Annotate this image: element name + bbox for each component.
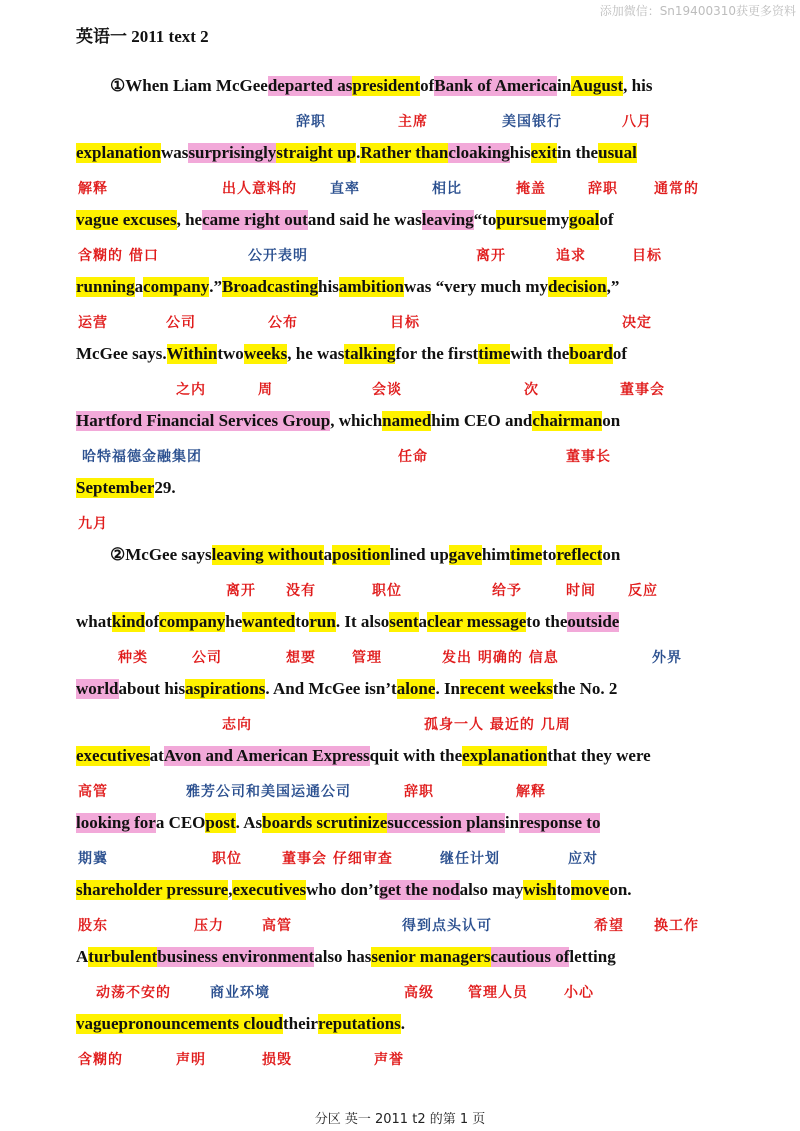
chinese-annotation: 高管 xyxy=(78,784,108,800)
highlighted-phrase: succession plans xyxy=(387,813,505,832)
chinese-annotation: 雅芳公司和美国运通公司 xyxy=(186,784,351,800)
highlighted-phrase: Rather than xyxy=(360,143,449,162)
chinese-annotation: 辞职 xyxy=(296,114,326,130)
passage-text: who don’t xyxy=(306,880,380,899)
passage-text: of xyxy=(612,344,627,363)
passage-text: on. xyxy=(609,880,632,899)
chinese-annotation: 九月 xyxy=(78,516,108,532)
chinese-annotation: 辞职 xyxy=(404,784,434,800)
highlighted-phrase: wanted xyxy=(242,612,296,631)
passage-text: quit with the xyxy=(369,746,463,765)
highlighted-phrase: ambition xyxy=(338,277,404,296)
chinese-annotation: 没有 xyxy=(286,583,316,599)
highlighted-phrase: chairman xyxy=(532,411,603,430)
highlighted-phrase: came right out xyxy=(202,210,308,229)
passage-text: . xyxy=(356,143,361,162)
highlighted-phrase: Hartford Financial Services Group xyxy=(76,411,331,430)
chinese-annotation: 决定 xyxy=(622,315,652,331)
highlighted-phrase: world xyxy=(76,679,119,698)
highlighted-phrase: wish xyxy=(523,880,557,899)
highlighted-phrase: time xyxy=(478,344,511,363)
passage-text: A xyxy=(76,947,89,966)
passage-text: , his xyxy=(623,76,653,95)
passage-text: about his xyxy=(118,679,186,698)
highlighted-phrase: talking xyxy=(344,344,396,363)
chinese-annotation: 职位 xyxy=(372,583,402,599)
watermark-text: 添加微信：Sn19400310获更多资料 xyxy=(599,4,796,18)
highlighted-phrase: get the nod xyxy=(379,880,460,899)
passage-line xyxy=(76,411,740,431)
passage-text: to the xyxy=(526,612,568,631)
chinese-annotation: 解释 xyxy=(516,784,546,800)
highlighted-phrase: business environment xyxy=(157,947,315,966)
passage-text: in xyxy=(504,813,520,832)
passage-text: a xyxy=(418,612,427,631)
passage-text: was xyxy=(161,143,189,162)
passage-text: letting xyxy=(569,947,616,966)
chinese-annotation: 公司 xyxy=(192,650,222,666)
chinese-annotation: 主席 xyxy=(398,114,428,130)
passage-text: .” xyxy=(209,277,222,296)
passage-text: him CEO and xyxy=(431,411,533,430)
chinese-annotation: 损毁 xyxy=(262,1052,292,1068)
passage-text: my xyxy=(546,210,570,229)
highlighted-phrase: board xyxy=(569,344,613,363)
highlighted-phrase: Within xyxy=(166,344,218,363)
chinese-annotation: 八月 xyxy=(622,114,652,130)
highlighted-phrase: sent xyxy=(389,612,419,631)
highlighted-phrase: reputations xyxy=(317,1014,401,1033)
passage-text: . It also xyxy=(335,612,390,631)
highlighted-phrase: shareholder pressure xyxy=(76,880,229,899)
highlighted-phrase: clear message xyxy=(427,612,527,631)
highlighted-phrase: executives xyxy=(232,880,307,899)
chinese-annotation: 志向 xyxy=(222,717,252,733)
highlighted-phrase: boards scrutinize xyxy=(262,813,388,832)
chinese-annotation: 公司 xyxy=(166,315,196,331)
highlighted-phrase: Avon and American Express xyxy=(163,746,370,765)
passage-text: to xyxy=(542,545,557,564)
passage-text: that they were xyxy=(547,746,651,765)
passage-text: , he was xyxy=(287,344,345,363)
highlighted-phrase: time xyxy=(510,545,543,564)
highlighted-phrase: turbulent xyxy=(88,947,158,966)
chinese-annotation: 换工作 xyxy=(654,918,699,934)
highlighted-phrase: run xyxy=(309,612,336,631)
chinese-annotation: 次 xyxy=(524,382,539,398)
highlighted-phrase: September xyxy=(76,478,155,497)
chinese-annotation: 管理 xyxy=(352,650,382,666)
highlighted-phrase: position xyxy=(332,545,390,564)
passage-text: . As xyxy=(235,813,263,832)
highlighted-phrase: post xyxy=(205,813,236,832)
passage-text: , he xyxy=(176,210,203,229)
passage-line xyxy=(76,1014,740,1034)
chinese-annotation: 商业环境 xyxy=(210,985,270,1001)
passage-text: . In xyxy=(435,679,461,698)
chinese-annotation: 得到点头认可 xyxy=(402,918,492,934)
passage-text: , which xyxy=(330,411,383,430)
document-title: 英语一 2011 text 2 xyxy=(76,27,209,46)
passage-text: in xyxy=(557,76,572,95)
passage-line xyxy=(110,76,740,96)
chinese-annotation: 期冀 xyxy=(78,851,108,867)
highlighted-phrase: looking for xyxy=(76,813,156,832)
chinese-annotation: 应对 xyxy=(568,851,598,867)
passage-line xyxy=(76,746,740,766)
passage-text: was “very much my xyxy=(404,277,549,296)
chinese-annotation: 含糊的 xyxy=(78,1052,123,1068)
chinese-annotation: 继任计划 xyxy=(440,851,500,867)
chinese-annotation: 动荡不安的 xyxy=(96,985,171,1001)
chinese-annotation: 含糊的 借口 xyxy=(78,248,159,264)
highlighted-phrase: goal xyxy=(569,210,600,229)
passage-text: their xyxy=(283,1014,318,1033)
passage-text: the No. 2 xyxy=(552,679,618,698)
highlighted-phrase: vague excuses xyxy=(76,210,177,229)
highlighted-phrase: pursue xyxy=(496,210,547,229)
highlighted-phrase: company xyxy=(159,612,226,631)
chinese-annotation: 管理人员 xyxy=(468,985,528,1001)
passage-text: “to xyxy=(473,210,497,229)
passage-text: to xyxy=(295,612,310,631)
chinese-annotation: 声明 xyxy=(176,1052,206,1068)
chinese-annotation: 声誉 xyxy=(374,1052,404,1068)
highlighted-phrase: company xyxy=(143,277,210,296)
passage-text: . xyxy=(400,1014,406,1033)
highlighted-phrase: senior managers xyxy=(371,947,491,966)
passage-line xyxy=(76,344,740,364)
passage-line xyxy=(76,277,740,297)
chinese-annotation: 美国银行 xyxy=(502,114,562,130)
passage-text: what xyxy=(76,612,112,631)
chinese-annotation: 哈特福德金融集团 xyxy=(82,449,202,465)
passage-text: with the xyxy=(510,344,570,363)
chinese-annotation: 离开 xyxy=(226,583,256,599)
passage-text: ②McGee says xyxy=(110,545,212,564)
passage-line xyxy=(76,612,740,632)
passage-text: in the xyxy=(557,143,599,162)
highlighted-phrase: aspirations xyxy=(185,679,266,698)
passage-line xyxy=(76,679,740,699)
chinese-annotation: 之内 xyxy=(176,382,206,398)
chinese-annotation: 董事会 xyxy=(620,382,665,398)
highlighted-phrase: executives xyxy=(76,746,150,765)
chinese-annotation: 小心 xyxy=(564,985,594,1001)
highlighted-phrase: named xyxy=(382,411,432,430)
highlighted-phrase: leaving xyxy=(421,210,474,229)
highlighted-phrase: outside xyxy=(567,612,620,631)
highlighted-phrase: Broadcasting xyxy=(221,277,319,296)
passage-text: lined up xyxy=(389,545,449,564)
highlighted-phrase: pronouncements cloud xyxy=(118,1014,284,1033)
chinese-annotation: 会谈 xyxy=(372,382,402,398)
passage-text: ,” xyxy=(606,277,620,296)
passage-text: him xyxy=(481,545,511,564)
highlighted-phrase: running xyxy=(76,277,135,296)
highlighted-phrase: president xyxy=(352,76,421,95)
chinese-annotation: 高管 xyxy=(262,918,292,934)
passage-line xyxy=(76,947,740,967)
passage-text: McGee says. xyxy=(76,344,167,363)
chinese-annotation: 追求 xyxy=(556,248,586,264)
highlighted-phrase: exit xyxy=(530,143,558,162)
chinese-annotation: 目标 xyxy=(632,248,662,264)
highlighted-phrase: reflect xyxy=(556,545,603,564)
highlighted-phrase: explanation xyxy=(462,746,548,765)
passage-text: on xyxy=(602,545,621,564)
chinese-annotation: 辞职 xyxy=(588,181,618,197)
chinese-annotation: 公开表明 xyxy=(248,248,308,264)
chinese-annotation: 出人意料的 xyxy=(222,181,297,197)
passage-line xyxy=(76,880,740,900)
passage-text: , xyxy=(228,880,233,899)
highlighted-phrase: surprisingly xyxy=(188,143,277,162)
passage-text: to xyxy=(556,880,571,899)
highlighted-phrase: gave xyxy=(448,545,482,564)
highlighted-phrase: decision xyxy=(548,277,607,296)
chinese-annotation: 职位 xyxy=(212,851,242,867)
passage-text: his xyxy=(318,277,339,296)
passage-text: two xyxy=(217,344,244,363)
passage-text: on xyxy=(602,411,621,430)
chinese-annotation: 想要 xyxy=(286,650,316,666)
chinese-annotation: 希望 xyxy=(594,918,624,934)
passage-text: 29. xyxy=(154,478,176,497)
passage-line xyxy=(76,143,740,163)
highlighted-phrase: response to xyxy=(519,813,601,832)
highlighted-phrase: departed as xyxy=(267,76,353,95)
chinese-annotation: 相比 xyxy=(432,181,462,197)
passage-line xyxy=(76,210,740,230)
chinese-annotation: 周 xyxy=(258,382,273,398)
passage-text: also has xyxy=(314,947,372,966)
highlighted-phrase: August xyxy=(571,76,624,95)
highlighted-phrase: move xyxy=(570,880,610,899)
highlighted-phrase: alone xyxy=(396,679,436,698)
chinese-annotation: 孤身一人 最近的 几周 xyxy=(424,717,571,733)
passage-text: of xyxy=(145,612,160,631)
chinese-annotation: 时间 xyxy=(566,583,596,599)
highlighted-phrase: kind xyxy=(111,612,145,631)
chinese-annotation: 反应 xyxy=(628,583,658,599)
chinese-annotation: 掩盖 xyxy=(516,181,546,197)
chinese-annotation: 公布 xyxy=(268,315,298,331)
chinese-annotation: 董事会 仔细审查 xyxy=(282,851,393,867)
passage-text: ①When Liam McGee xyxy=(110,76,268,95)
passage-text: . And McGee isn’t xyxy=(265,679,397,698)
passage-text: at xyxy=(149,746,164,765)
highlighted-phrase: Bank of America xyxy=(434,76,558,95)
chinese-annotation: 任命 xyxy=(398,449,428,465)
passage-text: a CEO xyxy=(155,813,206,832)
passage-text: he xyxy=(225,612,243,631)
page-footer: 分区 英一 2011 t2 的第 1 页 xyxy=(314,1112,486,1127)
highlighted-phrase: weeks xyxy=(243,344,288,363)
passage-text: and said he was xyxy=(307,210,422,229)
highlighted-phrase: leaving without xyxy=(211,545,324,564)
passage-text: of xyxy=(420,76,435,95)
chinese-annotation: 高级 xyxy=(404,985,434,1001)
highlighted-phrase: recent weeks xyxy=(460,679,553,698)
passage-text: of xyxy=(599,210,614,229)
chinese-annotation: 运营 xyxy=(78,315,108,331)
highlighted-phrase: explanation xyxy=(76,143,162,162)
chinese-annotation: 目标 xyxy=(390,315,420,331)
passage-line xyxy=(76,813,740,833)
highlighted-phrase: vague xyxy=(76,1014,119,1033)
chinese-annotation: 发出 明确的 信息 xyxy=(442,650,559,666)
highlighted-phrase: cautious of xyxy=(490,947,570,966)
chinese-annotation: 股东 xyxy=(78,918,108,934)
passage-line xyxy=(76,478,740,498)
passage-text: a xyxy=(134,277,144,296)
chinese-annotation: 直率 xyxy=(330,181,360,197)
passage-text: also may xyxy=(459,880,524,899)
highlighted-phrase: straight up xyxy=(276,143,357,162)
passage-text: his xyxy=(509,143,531,162)
chinese-annotation: 董事长 xyxy=(566,449,611,465)
chinese-annotation: 种类 xyxy=(118,650,148,666)
passage-line xyxy=(110,545,740,565)
passage-text: for the first xyxy=(395,344,479,363)
highlighted-phrase: cloaking xyxy=(448,143,510,162)
passage-text: a xyxy=(323,545,333,564)
chinese-annotation: 压力 xyxy=(194,918,224,934)
chinese-annotation: 外界 xyxy=(652,650,682,666)
highlighted-phrase: usual xyxy=(598,143,637,162)
chinese-annotation: 离开 xyxy=(476,248,506,264)
chinese-annotation: 通常的 xyxy=(654,181,699,197)
chinese-annotation: 解释 xyxy=(78,181,108,197)
chinese-annotation: 给予 xyxy=(492,583,522,599)
